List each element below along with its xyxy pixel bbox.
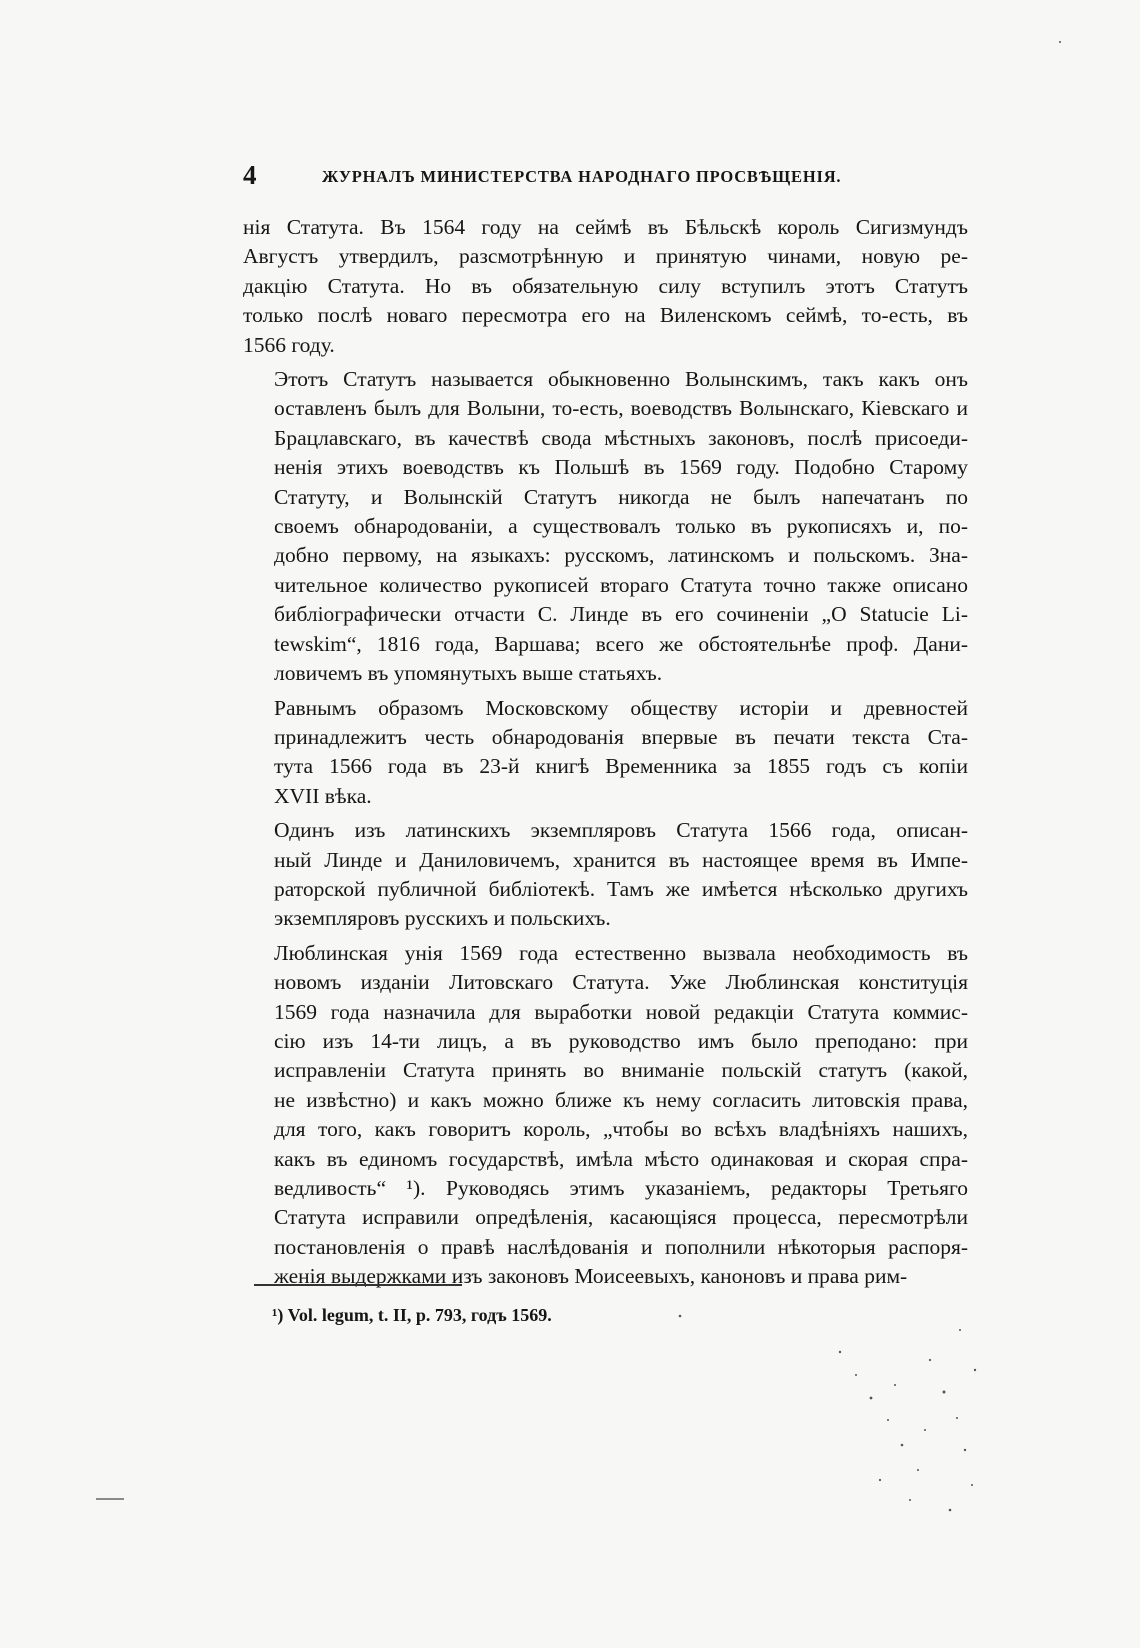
text-line: не извѣстно) и какъ можно ближе къ нему согласить литовскія права, xyxy=(274,1087,968,1112)
footnote-text: Vol. legum, t. II, p. 793, годъ 1569. xyxy=(287,1305,552,1325)
text-line: исправленіи Статута принять во вниманіе польскій статутъ (какой, xyxy=(274,1058,968,1083)
text-line: библіографически отчасти С. Линде въ его сочиненіи „O Statucie Li- xyxy=(274,602,968,627)
text-line: экземпляровъ русскихъ и польскихъ. xyxy=(274,906,611,931)
text-line: новомъ изданіи Литовскаго Статута. Уже Люблинская конституція xyxy=(274,970,968,995)
text-line: 1569 года назначила для выработки новой редакціи Статута коммис- xyxy=(274,999,968,1024)
text-line: дакцію Статута. Но въ обязательную силу вступилъ этотъ Статутъ xyxy=(243,273,968,298)
text-line: чительное количество рукописей втораго Статута точно также описано xyxy=(274,572,968,597)
text-line: раторской публичной библіотекѣ. Тамъ же имѣется нѣсколько другихъ xyxy=(274,876,968,901)
text-line: ненія этихъ воеводствъ къ Польшѣ въ 1569 году. Подобно Старому xyxy=(274,455,968,480)
text-line: только послѣ новаго пересмотра его на Виленскомъ сеймѣ, то-есть, въ xyxy=(243,303,968,328)
text-line: нія Статута. Въ 1564 году на сеймѣ въ Бѣльскѣ король Сигизмундъ xyxy=(243,215,968,239)
text-line: тута 1566 года въ 23-й книгѣ Временника за 1855 годъ съ копіи xyxy=(274,754,968,779)
text-line: Этотъ Статутъ называется обыкновенно Волынскимъ, такъ какъ онъ xyxy=(274,367,968,392)
text-line: Равнымъ образомъ Московскому обществу исторіи и древностей xyxy=(274,695,968,720)
text-line: tewskim“, 1816 года, Варшава; всего же обстоятельнѣе проф. Дани- xyxy=(274,631,968,656)
page-number: 4 xyxy=(243,160,257,190)
text-line: какъ въ единомъ государствѣ, имѣла мѣсто одинаковая и скорая спра- xyxy=(274,1146,968,1171)
text-line: для того, какъ говоритъ король, „чтобы во всѣхъ владѣніяхъ нашихъ, xyxy=(274,1117,968,1142)
text-line: принадлежитъ честь обнародованія впервые въ печати текста Ста- xyxy=(274,724,968,749)
text-line: ный Линде и Даниловичемъ, хранится въ настоящее время въ Импе- xyxy=(274,847,968,872)
text-line: Люблинская унія 1569 года естественно вызвала необходимость въ xyxy=(274,940,968,965)
text-line: Одинъ изъ латинскихъ экземпляровъ Статута 1566 года, описан- xyxy=(274,818,968,843)
text-line: оставленъ былъ для Волыни, то-есть, воеводствъ Волынскаго, Кіевскаго и xyxy=(274,396,968,421)
text-line: постановленія о правѣ наслѣдованія и пополнили нѣкоторыя распоря- xyxy=(274,1234,968,1259)
text-line: 1566 году. xyxy=(243,332,335,357)
text-line: Статуту, и Волынскій Статутъ никогда не былъ напечатанъ по xyxy=(274,484,968,509)
text-line: сію изъ 14-ти лицъ, а въ руководство имъ было преподано: при xyxy=(274,1028,968,1053)
text-line: ведливость“ ¹). Руководясь этимъ указаніемъ, редакторы Третьяго xyxy=(274,1176,968,1200)
text-line: женія выдержками изъ законовъ Моисеевыхъ, каноновъ и права рим- xyxy=(274,1264,908,1289)
text-line: Статута исправили опредѣленія, касающіяся процесса, пересмотрѣли xyxy=(274,1205,968,1230)
footnote-marker: ¹) xyxy=(272,1305,284,1325)
text-line: Брацлавскаго, въ качествѣ свода мѣстныхъ законовъ, послѣ присоеди- xyxy=(274,425,968,450)
text-line: XVII вѣка. xyxy=(274,783,372,808)
text-line: добно первому, на языкахъ: русскомъ, латинскомъ и польскомъ. Зна- xyxy=(274,543,968,568)
running-head: ЖУРНАЛЪ МИНИСТЕРСТВА НАРОДНАГО ПРОСВѢЩЕНІЯ. xyxy=(322,167,842,186)
text-line: ловичемъ въ упомянутыхъ выше статьяхъ. xyxy=(274,661,663,686)
text-line: своемъ обнародованіи, а существовалъ только въ рукописяхъ и, по- xyxy=(274,514,968,539)
text-line: Августъ утвердилъ, разсмотрѣнную и принятую чинами, новую ре- xyxy=(243,244,968,269)
